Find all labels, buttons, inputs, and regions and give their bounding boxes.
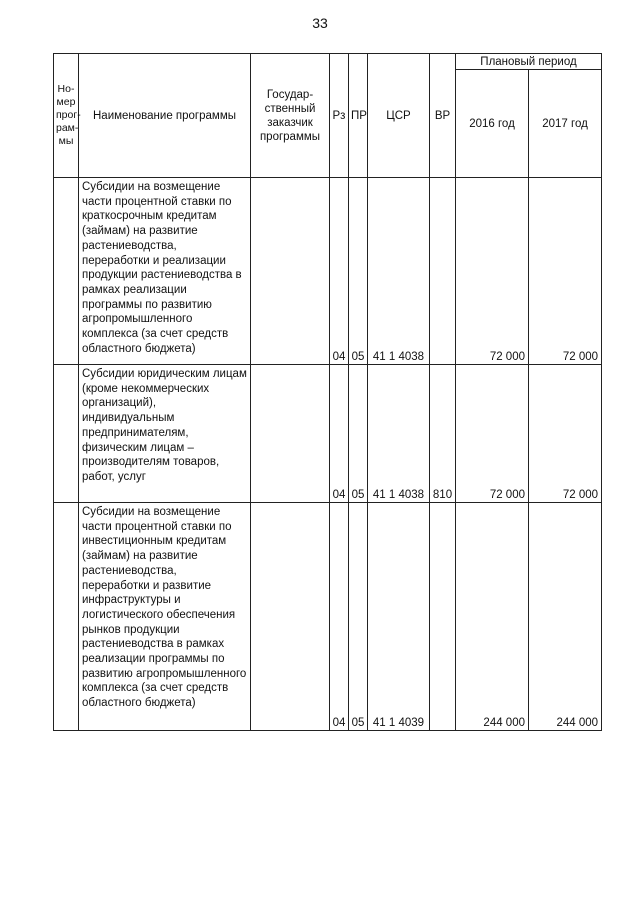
header-vr: ВР	[430, 54, 456, 178]
table-row	[54, 365, 602, 503]
table-row	[54, 178, 602, 365]
cell-pr: 05	[349, 503, 368, 731]
cell-number	[54, 178, 79, 365]
cell-customer	[251, 178, 330, 365]
header-year-2017: 2017 год	[529, 70, 602, 178]
cell-pr: 05	[349, 365, 368, 503]
header-rz: Рз	[330, 54, 349, 178]
cell-name: Субсидии на возмещение части процентной ставки по краткосрочным кредитам (займам) на развитие растениеводства, переработки и реализации продукции растениеводства в рамках реализации программы по развитию агропромышленного комплекса (за счет средств областного бюджета)	[79, 178, 251, 365]
cell-2017: 244 000	[529, 503, 602, 731]
cell-rz: 04	[330, 365, 349, 503]
cell-csr: 41 1 4038	[368, 178, 430, 365]
header-customer-line: программы	[259, 130, 321, 143]
header-pr: ПР	[349, 54, 368, 178]
header-program-number-line: мер	[56, 96, 76, 108]
header-customer	[251, 54, 330, 178]
cell-rz: 04	[330, 503, 349, 731]
cell-2017: 72 000	[529, 365, 602, 503]
cell-name: Субсидии юридическим лицам (кроме некоммерческих организаций), индивидуальным предпринимателям, физическим лицам – производителям товаров, работ, услуг	[79, 365, 251, 503]
table-row	[54, 503, 602, 731]
cell-vr	[430, 178, 456, 365]
cell-vr: 810	[430, 365, 456, 503]
cell-vr	[430, 503, 456, 731]
header-program-number-line: прог-	[56, 109, 81, 121]
cell-2016: 244 000	[456, 503, 529, 731]
header-customer-line: заказчик	[267, 116, 313, 129]
cell-2017: 72 000	[529, 178, 602, 365]
header-program-number-line: мы	[58, 135, 74, 147]
header-program-number-line: Но-	[57, 83, 75, 95]
budget-table	[53, 53, 602, 731]
page-number: 33	[312, 15, 328, 31]
cell-pr: 05	[349, 178, 368, 365]
header-year-2016: 2016 год	[456, 70, 529, 178]
cell-rz: 04	[330, 178, 349, 365]
header-row-top	[54, 54, 602, 70]
header-customer-line: Государ-	[266, 88, 314, 101]
header-planning-period: Плановый период	[456, 54, 602, 70]
cell-csr: 41 1 4039	[368, 503, 430, 731]
cell-csr: 41 1 4038	[368, 365, 430, 503]
header-customer-line: ственный	[264, 102, 316, 115]
cell-customer	[251, 503, 330, 731]
cell-number	[54, 365, 79, 503]
cell-2016: 72 000	[456, 178, 529, 365]
cell-name: Субсидии на возмещение части процентной ставки по инвестиционным кредитам (займам) на развитие растениеводства, переработки и развитие инфраструктуры и логистического обеспечения рынков продукции растениеводства в рамках реализации программы по развитию агропромышленного комплекса (за счет средств областного бюджета)	[79, 503, 251, 731]
cell-customer	[251, 365, 330, 503]
header-program-number	[54, 54, 79, 178]
cell-2016: 72 000	[456, 365, 529, 503]
header-csr: ЦСР	[368, 54, 430, 178]
cell-number	[54, 503, 79, 731]
header-program-name: Наименование программы	[79, 54, 251, 178]
header-program-number-line: рам-	[56, 122, 79, 134]
